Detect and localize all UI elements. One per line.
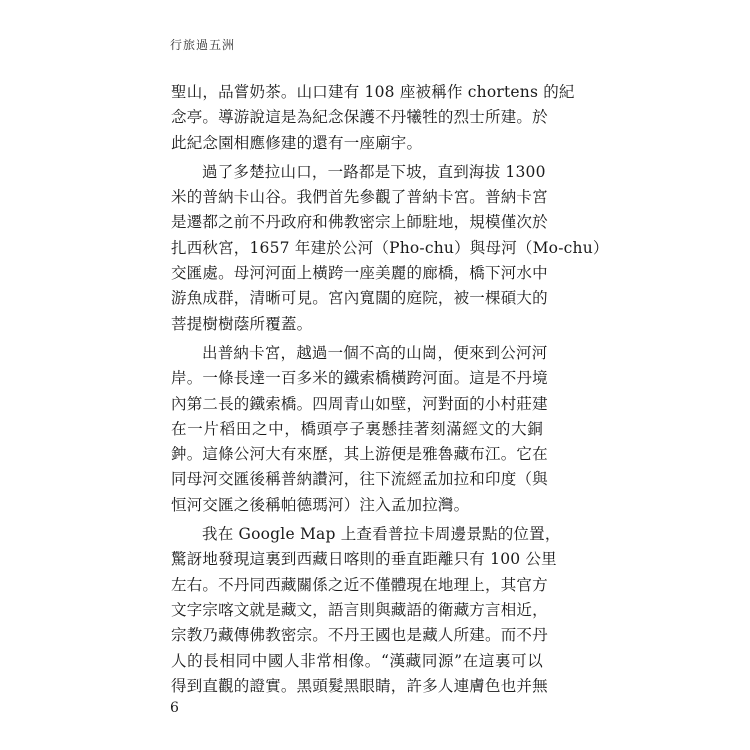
paragraph-first-line: 過了多楚拉山口，一路都是下坡，直到海拔 1300 <box>202 162 546 181</box>
text-line: 內第二長的鐵索橋。四周青山如壁，河對面的小村莊建 <box>171 394 548 413</box>
paragraph-first-line: 我在 Google Map 上查看普拉卡周邊景點的位置， <box>202 525 561 544</box>
text-line: 在一片稻田之中，橋頭亭子裏懸挂著刻滿經文的大銅 <box>171 419 543 438</box>
text-line: 聖山，品嘗奶茶。山口建有 108 座被稱作 chortens 的紀 <box>171 83 575 101</box>
text-line: 得到直觀的證實。黑頭髮黑眼睛，許多人連膚色也并無 <box>171 676 548 695</box>
text-line: 鈡。這條公河大有來歷，其上游便是雅魯藏布江。它在 <box>171 445 548 464</box>
page-number: 6 <box>170 700 179 716</box>
text-line: 岸。一條長達一百多米的鐵索橋橫跨河面。這是不丹境 <box>171 369 548 388</box>
text-line: 驚訝地發現這裏到西藏日喀則的垂直距離只有 100 公里 <box>171 550 557 569</box>
text-line: 此紀念園相應修建的還有一座廟宇。 <box>171 133 423 152</box>
text-line: 文字宗喀文就是藏文，語言則與藏語的衛藏方言相近， <box>171 600 548 619</box>
text-line: 念亭。導游說這是為紀念保護不丹犧牲的烈士所建。於 <box>171 108 548 127</box>
text-line: 左右。不丹同西藏關係之近不僅體現在地理上，其官方 <box>171 575 548 594</box>
text-line: 游魚成群，清晰可見。宮內寬闊的庭院，被一棵碩大的 <box>171 289 548 308</box>
paragraph-first-line: 出普納卡宮，越過一個不高的山崗，便來到公河河 <box>202 343 548 362</box>
running-header: 行旅過五洲 <box>170 38 236 52</box>
body-text <box>171 80 609 699</box>
text-line: 菩提樹樹蔭所覆蓋。 <box>171 314 313 333</box>
text-line: 人的長相同中國人非常相像。“漢藏同源”在這裏可以 <box>171 651 543 670</box>
text-line: 扎西秋宮，1657 年建於公河（Pho-chu）與母河（Mo-chu） <box>171 238 609 257</box>
text-line: 米的普納卡山谷。我們首先參觀了普納卡宮。普納卡宮 <box>171 188 548 207</box>
text-line: 同母河交匯後稱普納讚河，往下流經孟加拉和印度（與 <box>171 470 548 489</box>
text-line: 交匯處。母河河面上橫跨一座美麗的廊橋，橋下河水中 <box>171 264 548 283</box>
text-line: 恒河交匯之後稱帕德瑪河）注入孟加拉灣。 <box>171 495 470 514</box>
text-line: 宗教乃藏傳佛教密宗。不丹王國也是藏人所建。而不丹 <box>171 626 548 645</box>
text-line: 是遷都之前不丹政府和佛教密宗上師駐地，規模僅次於 <box>171 213 548 232</box>
